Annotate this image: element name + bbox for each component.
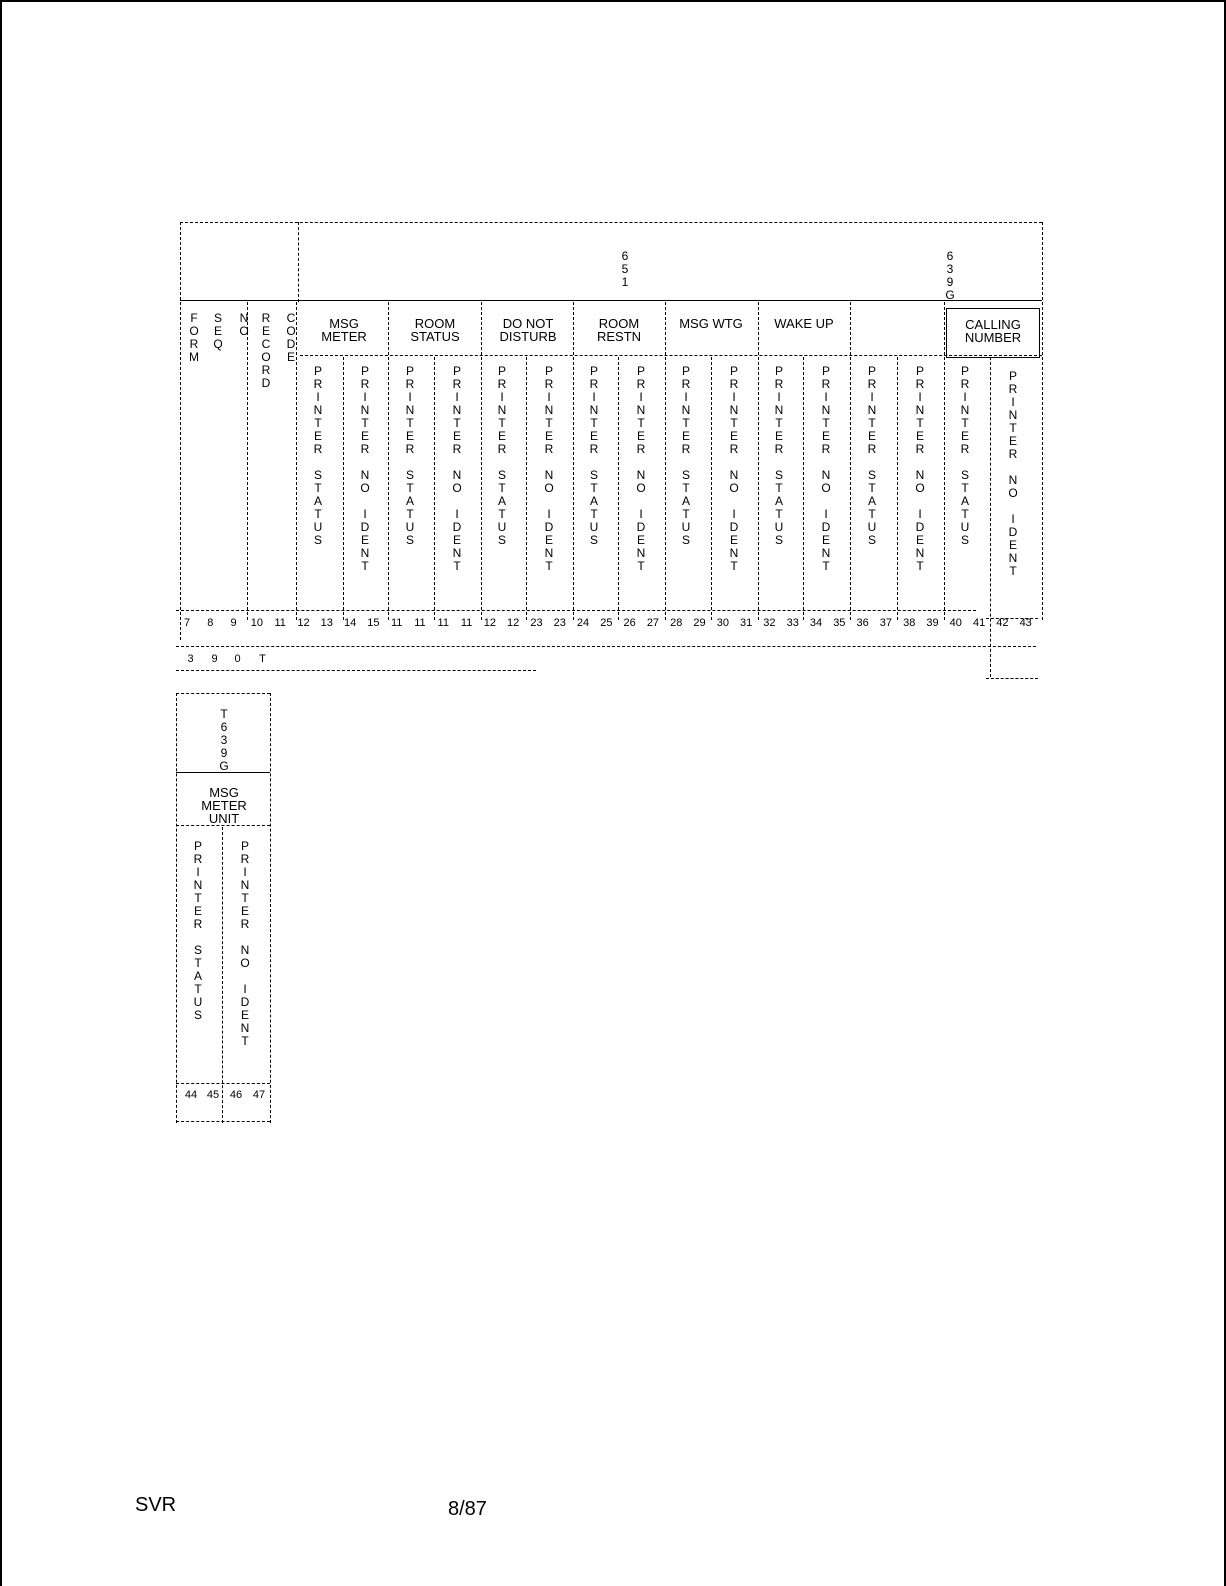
column-number: 11: [274, 617, 286, 629]
col-printer-no-ident: P R I N T E R N O I D E N T: [544, 364, 554, 573]
second-number-strip-top: [176, 1083, 270, 1084]
second-table-separator: [176, 772, 270, 773]
row2-value: 9: [211, 653, 218, 665]
column-number: 40: [949, 617, 962, 629]
footer-svr: SVR: [135, 1494, 177, 1516]
band-label-639g: 6 3 9 G: [945, 249, 955, 302]
column-number: 39: [926, 617, 939, 629]
col-printer-status: P R I N T E R S T A T U S: [589, 364, 599, 547]
second-col-number: 47: [252, 1089, 266, 1101]
second-col-number: 44: [184, 1089, 198, 1101]
column-number: 8: [207, 617, 214, 629]
col-printer-status: P R I N T E R S T A T U S: [405, 364, 415, 547]
second-table-code: T 6 3 9 G: [219, 707, 229, 773]
column-number: 11: [437, 617, 449, 629]
header-record: R E C O R D: [261, 311, 271, 390]
column-number: 15: [367, 617, 380, 629]
column-number: 32: [763, 617, 776, 629]
second-number-strip-bottom: [176, 1121, 270, 1122]
column-number: 11: [390, 617, 403, 629]
row2-value: T: [259, 653, 266, 665]
col-printer-status: P R I N T E R S T A T U S: [681, 364, 691, 547]
header-code: C O D E: [286, 311, 296, 364]
column-number: 31: [740, 617, 753, 629]
col-printer-status: P R I N T E R S T A T U S: [313, 364, 323, 547]
column-number: 33: [786, 617, 799, 629]
column-number: 42: [996, 617, 1009, 629]
column-number: 24: [576, 617, 590, 629]
second-col-printer-no-ident: P R I N T E R N O I D E N T: [240, 839, 250, 1048]
row2-value: 0: [234, 653, 241, 665]
col-printer-status: P R I N T E R S T A T U S: [867, 364, 877, 547]
column-number: 13: [320, 617, 333, 629]
column-number: 10: [250, 617, 264, 629]
row2-value: 3: [187, 653, 194, 665]
second-col-printer-status: P R I N T E R S T A T U S: [193, 839, 203, 1022]
column-number: 7: [183, 617, 191, 629]
second-table-title: MSG METER UNIT: [201, 785, 247, 826]
column-number: 37: [879, 617, 893, 629]
column-number: 34: [809, 617, 823, 629]
column-number: 41: [972, 617, 986, 629]
footer-date: 8/87: [448, 1498, 487, 1520]
column-number: 29: [693, 617, 706, 629]
col-printer-no-ident: P R I N T E R N O I D E N T: [636, 364, 646, 573]
group-title-do-not-disturb: DO NOT DISTURB: [499, 316, 557, 344]
col-printer-status: P R I N T E R S T A T U S: [774, 364, 784, 547]
column-number: 36: [856, 617, 869, 629]
column-number: 23: [530, 617, 543, 629]
col-printer-no-ident: P R I N T E R N O I D E N T: [915, 364, 925, 573]
column-number: 12: [507, 617, 520, 629]
column-number: 27: [646, 617, 660, 629]
second-table-top: [176, 693, 270, 694]
col-printer-no-ident: P R I N T E R N O I D E N T: [821, 364, 831, 573]
group-title-msg-meter: MSG METER: [321, 316, 367, 344]
col-printer-no-ident: P R I N T E R N O I D E N T: [452, 364, 462, 573]
column-number: 43: [1019, 617, 1032, 629]
group-title-room-restn: ROOM RESTN: [596, 316, 642, 344]
header-form: F O R M: [189, 311, 199, 364]
second-col-number: 46: [229, 1089, 243, 1101]
header-no: N O: [239, 311, 249, 338]
header-seq: S E Q: [213, 311, 223, 351]
second-table-header-bottom: [176, 825, 270, 826]
col-printer-status: P R I N T E R S T A T U S: [497, 364, 507, 547]
col-printer-no-ident: P R I N T E R N O I D E N T: [729, 364, 739, 573]
second-table-left: [176, 693, 177, 1123]
column-number: 23: [553, 617, 566, 629]
column-number: 30: [716, 617, 729, 629]
column-number: 12: [483, 617, 496, 629]
column-number: 9: [230, 617, 237, 629]
column-number: 38: [903, 617, 916, 629]
group-title-msg-wtg: MSG WTG: [679, 316, 743, 331]
second-table-subcol-divider: [222, 827, 223, 1123]
group-title-wake-up: WAKE UP: [774, 316, 834, 331]
column-number: 12: [297, 617, 310, 629]
column-number: 28: [670, 617, 683, 629]
column-number: 11: [460, 617, 473, 629]
col-printer-no-ident: P R I N T E R N O I D E N T: [360, 364, 370, 573]
second-table-right: [270, 693, 271, 1123]
column-number: 35: [833, 617, 846, 629]
column-number: 25: [600, 617, 613, 629]
column-number: 14: [343, 617, 357, 629]
col-printer-status: P R I N T E R S T A T U S: [960, 364, 970, 547]
group-title-room-status: ROOM STATUS: [410, 316, 460, 344]
column-number: 11: [414, 617, 426, 629]
col-printer-no-ident: P R I N T E R N O I D E N T: [1008, 369, 1018, 578]
band-label-651: 6 5 1: [621, 249, 629, 289]
column-number: 26: [623, 617, 636, 629]
group-title-calling-number: CALLING NUMBER: [964, 317, 1022, 345]
second-col-number: 45: [206, 1089, 220, 1101]
